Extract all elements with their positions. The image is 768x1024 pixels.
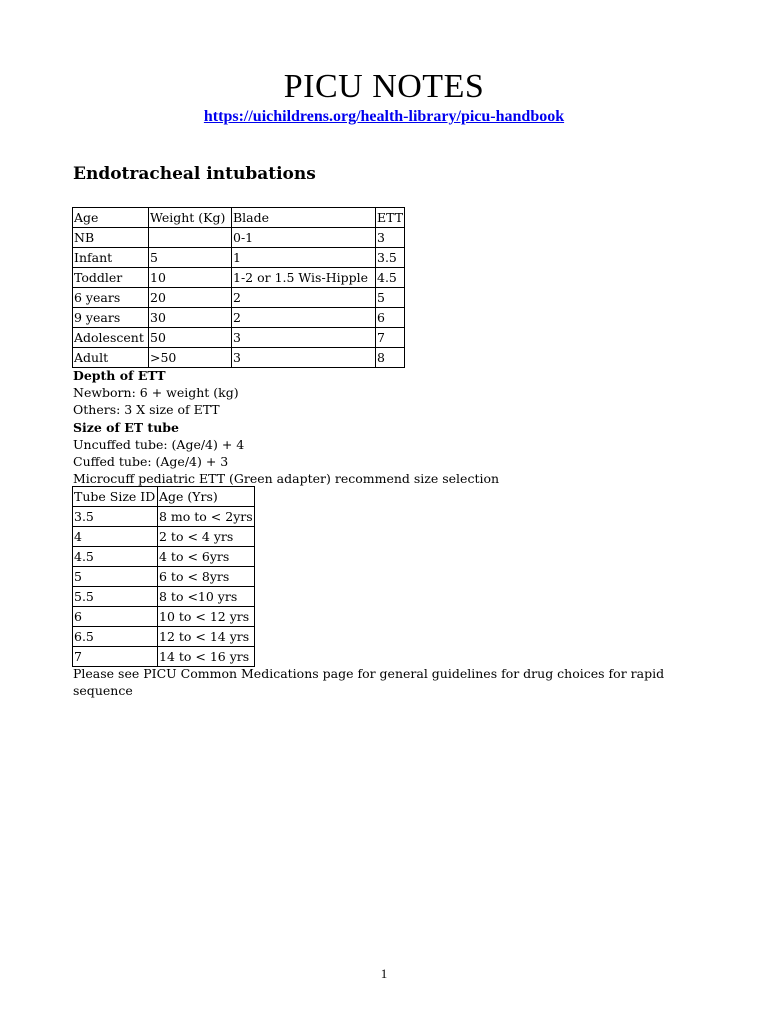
table-cell: 1 xyxy=(232,248,376,268)
table-row xyxy=(73,268,405,288)
handbook-link[interactable]: https://uichildrens.org/health-library/picu-handbook xyxy=(203,108,565,125)
table-cell: 3 xyxy=(376,228,405,248)
table-cell: 6 xyxy=(376,308,405,328)
table-header-cell: Tube Size ID xyxy=(73,487,158,507)
table-row xyxy=(73,328,405,348)
table-row xyxy=(73,288,405,308)
table-row xyxy=(73,348,405,368)
table-row xyxy=(73,248,405,268)
table-cell: Infant xyxy=(73,248,149,268)
table-cell: 1-2 or 1.5 Wis-Hipple xyxy=(232,268,376,288)
table-cell: 14 to < 16 yrs xyxy=(158,647,255,667)
table-cell: 6.5 xyxy=(73,627,158,647)
table-header-cell: Blade xyxy=(232,208,376,228)
table-cell: 10 to < 12 yrs xyxy=(158,607,255,627)
table-row xyxy=(73,308,405,328)
table-cell: 5.5 xyxy=(73,587,158,607)
page-number: 1 xyxy=(380,966,388,981)
table-cell: 6 to < 8yrs xyxy=(158,567,255,587)
table-cell: 30 xyxy=(149,308,232,328)
table-row xyxy=(73,607,255,627)
table-row xyxy=(73,647,255,667)
table-cell: 5 xyxy=(376,288,405,308)
table-cell: 20 xyxy=(149,288,232,308)
table-header-cell: Weight (Kg) xyxy=(149,208,232,228)
table-cell: 8 to <10 yrs xyxy=(158,587,255,607)
table-cell: 0-1 xyxy=(232,228,376,248)
table-cell: Adolescent xyxy=(73,328,149,348)
table-cell: 3 xyxy=(232,348,376,368)
table-cell: 8 xyxy=(376,348,405,368)
size-uncuffed: Uncuffed tube: (Age/4) + 4 xyxy=(73,436,245,452)
depth-others: Others: 3 X size of ETT xyxy=(73,402,220,418)
depth-heading: Depth of ETT xyxy=(73,368,166,383)
table-header-row xyxy=(73,208,405,228)
table-cell xyxy=(149,228,232,248)
table-header-cell: Age (Yrs) xyxy=(158,487,255,507)
table-cell: 8 mo to < 2yrs xyxy=(158,507,255,527)
table-cell: 2 xyxy=(232,308,376,328)
table-cell: 50 xyxy=(149,328,232,348)
table-cell: 2 to < 4 yrs xyxy=(158,527,255,547)
table-cell: 2 xyxy=(232,288,376,308)
table-cell: 6 xyxy=(73,607,158,627)
table-cell: 12 to < 14 yrs xyxy=(158,627,255,647)
table-cell: Adult xyxy=(73,348,149,368)
table-row xyxy=(73,627,255,647)
table-cell: NB xyxy=(73,228,149,248)
table-row xyxy=(73,587,255,607)
table-cell: 4 to < 6yrs xyxy=(158,547,255,567)
table-cell: 3.5 xyxy=(376,248,405,268)
table-cell: 9 years xyxy=(73,308,149,328)
ett-table xyxy=(72,207,405,368)
ett-notes xyxy=(73,367,713,487)
table-row xyxy=(73,567,255,587)
table-cell: 4.5 xyxy=(376,268,405,288)
page-title: PICU NOTES xyxy=(283,68,485,105)
table-cell: 4 xyxy=(73,527,158,547)
size-cuffed: Cuffed tube: (Age/4) + 3 xyxy=(73,454,229,470)
table-header-row xyxy=(73,487,255,507)
table-cell: Toddler xyxy=(73,268,149,288)
table-header-cell: ETT xyxy=(376,208,405,228)
table-header-cell: Age xyxy=(73,208,149,228)
table-cell: >50 xyxy=(149,348,232,368)
table-cell: 5 xyxy=(73,567,158,587)
table-cell: 3.5 xyxy=(73,507,158,527)
table-cell: 7 xyxy=(376,328,405,348)
size-microcuff: Microcuff pediatric ETT (Green adapter) recommend size selection xyxy=(73,471,500,487)
table-cell: 4.5 xyxy=(73,547,158,567)
table-row xyxy=(73,547,255,567)
table-cell: 7 xyxy=(73,647,158,667)
table-row xyxy=(73,527,255,547)
table-row xyxy=(73,228,405,248)
size-heading: Size of ET tube xyxy=(73,419,179,435)
depth-newborn: Newborn: 6 + weight (kg) xyxy=(73,385,239,401)
medications-note: Please see PICU Common Medications page for general guidelines for drug choices for rapid sequence xyxy=(73,666,665,699)
tube-size-table xyxy=(72,486,255,667)
table-cell: 10 xyxy=(149,268,232,288)
table-cell: 3 xyxy=(232,328,376,348)
table-cell: 5 xyxy=(149,248,232,268)
table-row xyxy=(73,507,255,527)
table-cell: 6 years xyxy=(73,288,149,308)
section-heading: Endotracheal intubations xyxy=(73,164,316,184)
